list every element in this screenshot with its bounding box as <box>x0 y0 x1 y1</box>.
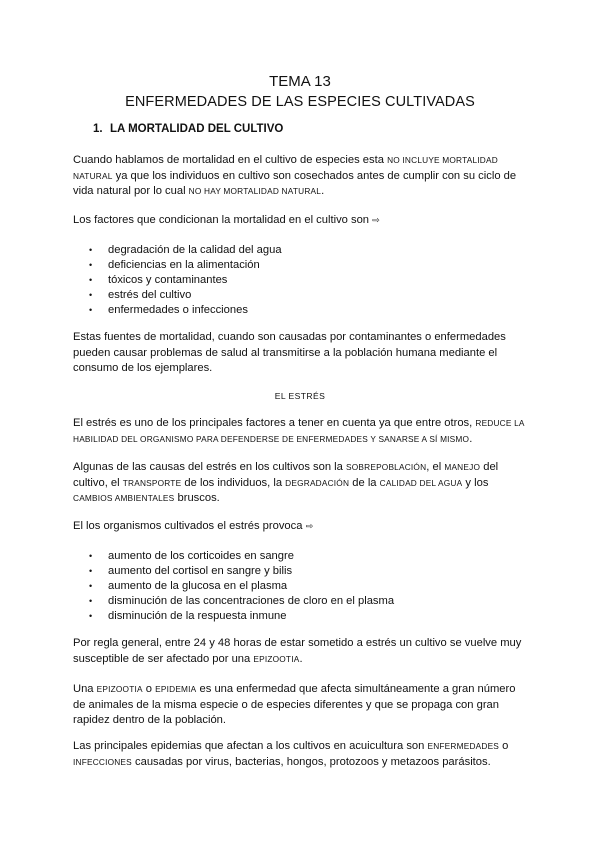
subheading-stress: EL ESTRÉS <box>274 391 326 401</box>
paragraph-mortality-sources: Estas fuentes de mortalidad, cuando son causadas por contaminantes o enfermedades pueden causar problemas de salud al transmitirse a la población humana mediante el consumo de los ejemplares. <box>73 331 506 374</box>
list-item: • aumento del cortisol en sangre y bilis <box>89 564 394 579</box>
section-heading <box>93 123 283 135</box>
list-item: • disminución de las concentraciones de cloro en el plasma <box>89 594 394 609</box>
list-item: • disminución de la respuesta inmune <box>89 609 394 624</box>
paragraph-stress-causes: Algunas de las causas del estrés en los cultivos son la SOBREPOBLACIÓN, el MANEJO del cultivo, el TRANSPORTE de los individuos, la DEGRADACIÓN de la CALIDAD DEL AGUA y los CAMBIOS AMBIENTALES bruscos. <box>73 461 499 504</box>
paragraph-stress-effects: El los organismos cultivados el estrés provoca ⇨ <box>73 520 314 532</box>
document-subtitle: ENFERMEDADES DE LAS ESPECIES CULTIVADAS <box>125 94 475 110</box>
list-item: • degradación de la calidad del agua <box>89 243 282 258</box>
list-item: • enfermedades o infecciones <box>89 303 282 318</box>
list-item: • estrés del cultivo <box>89 288 282 303</box>
factors-list <box>89 243 282 318</box>
document-title: TEMA 13 <box>269 73 331 90</box>
list-item: • tóxicos y contaminantes <box>89 273 282 288</box>
arrow-right-icon: ⇨ <box>305 521 314 531</box>
paragraph-factors: Los factores que condicionan la mortalidad en el cultivo son ⇨ <box>73 214 380 226</box>
paragraph-mortality-intro: Cuando hablamos de mortalidad en el cultivo de especies esta NO INCLUYE MORTALIDAD NATURAL ya que los individuos en cultivo son cosechados antes de cumplir con su ciclo de vida natural por lo cual NO HAY MORTALIDAD NATURAL. <box>73 154 517 197</box>
arrow-right-icon: ⇨ <box>372 215 380 225</box>
list-item: • deficiencias en la alimentación <box>89 258 282 273</box>
paragraph-epizootia-definition: Una EPIZOOTIA o EPIDEMIA es una enfermedad que afecta simultáneamente a gran número de animales de la misma especie o de especies diferentes y que se propaga con gran rapidez dentro de la población. <box>73 683 516 726</box>
paragraph-stress-intro: El estrés es uno de los principales factores a tener en cuenta ya que entre otros, REDUCE LA HABILIDAD DEL ORGANISMO PARA DEFENDERSE DE ENFERMEDADES Y SANARSE A SÍ MISMO. <box>73 417 525 445</box>
stress-effects-list <box>89 549 394 624</box>
list-item: • aumento de los corticoides en sangre <box>89 549 394 564</box>
paragraph-main-epidemics: Las principales epidemias que afectan a los cultivos en acuicultura son ENFERMEDADES o INFECCIONES causadas por virus, bacterias, hongos, protozoos y metazoos parásitos. <box>73 740 509 768</box>
section-number: 1. <box>93 123 103 135</box>
list-item: • aumento de la glucosa en el plasma <box>89 579 394 594</box>
paragraph-susceptibility: Por regla general, entre 24 y 48 horas de estar sometido a estrés un cultivo se vuelve muy susceptible de ser afectado por una EPIZOOTIA. <box>73 637 522 665</box>
section-heading-text: LA MORTALIDAD DEL CULTIVO <box>110 123 284 135</box>
